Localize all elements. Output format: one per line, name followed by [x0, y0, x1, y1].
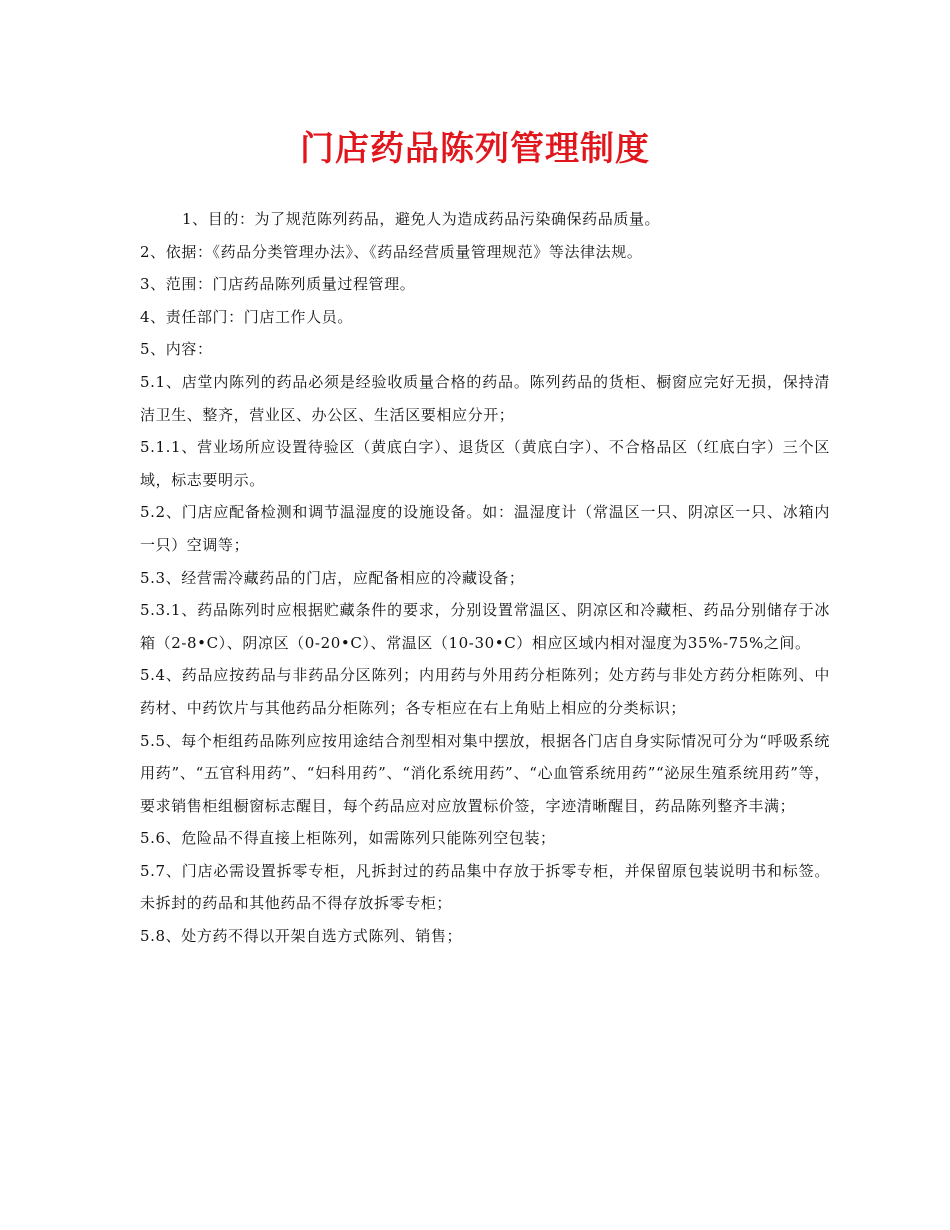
- paragraph-5-7: 5.7、门店必需设置拆零专柜，凡拆封过的药品集中存放于拆零专柜，并保留原包装说明书和标签。未拆封的药品和其他药品不得存放拆零专柜；: [140, 861, 830, 913]
- paragraph-basis: 2、依据：《药品分类管理办法》、《药品经营质量管理规范》等法律法规。: [140, 242, 643, 261]
- paragraph-5-3-1: 5.3.1、药品陈列时应根据贮藏条件的要求，分别设置常温区、阴凉区和冷藏柜、药品分别储存于冰箱（2-8•C）、阴凉区（0-20•C）、常温区（10-30•C）相应区域内相对湿度为35%-75%之间。: [140, 601, 830, 652]
- document-body: [140, 203, 830, 953]
- paragraph-5-5: 5.5、每个柜组药品陈列应按用途结合剂型相对集中摆放，根据各门店自身实际情况可分为“呼吸系统用药”、“五官科用药”、“妇科用药”、“消化系统用药”、“心血管系统用药”“泌尿生殖系统用药”等，要求销售柜组橱窗标志醒目，每个药品应对应放置标价签，字迹清晰醒目，药品陈列整齐丰满；: [140, 731, 830, 815]
- document-title: 门店药品陈列管理制度: [300, 129, 650, 169]
- paragraph-responsible: 4、责任部门：门店工作人员。: [140, 307, 353, 326]
- paragraph-5-2: 5.2、门店应配备检测和调节温湿度的设施设备。如：温湿度计（常温区一只、阴凉区一只、冰箱内一只）空调等；: [140, 503, 830, 554]
- paragraph-5-1-1: 5.1.1、营业场所应设置待验区（黄底白字）、退货区（黄底白字）、不合格品区（红底白字）三个区域，标志要明示。: [140, 438, 830, 489]
- paragraph-5-8: 5.8、处方药不得以开架自选方式陈列、销售；: [140, 927, 463, 946]
- paragraph-5-6: 5.6、危险品不得直接上柜陈列，如需陈列只能陈列空包装；: [140, 829, 556, 848]
- paragraph-5-3: 5.3、经营需冷藏药品的门店，应配备相应的冷藏设备；: [140, 568, 525, 587]
- paragraph-5-4: 5.4、药品应按药品与非药品分区陈列；内用药与外用药分柜陈列；处方药与非处方药分柜陈列、中药材、中药饮片与其他药品分柜陈列；各专柜应在右上角贴上相应的分类标识；: [140, 666, 830, 717]
- paragraph-purpose: 1、目的：为了规范陈列药品，避免人为造成药品污染确保药品质量。: [182, 210, 661, 228]
- paragraph-scope: 3、范围：门店药品陈列质量过程管理。: [140, 275, 416, 294]
- paragraph-content-heading: 5、内容：: [140, 340, 213, 359]
- paragraph-5-1: 5.1、店堂内陈列的药品必须是经验收质量合格的药品。陈列药品的货柜、橱窗应完好无损，保持清洁卫生、整齐，营业区、办公区、生活区要相应分开；: [140, 372, 830, 424]
